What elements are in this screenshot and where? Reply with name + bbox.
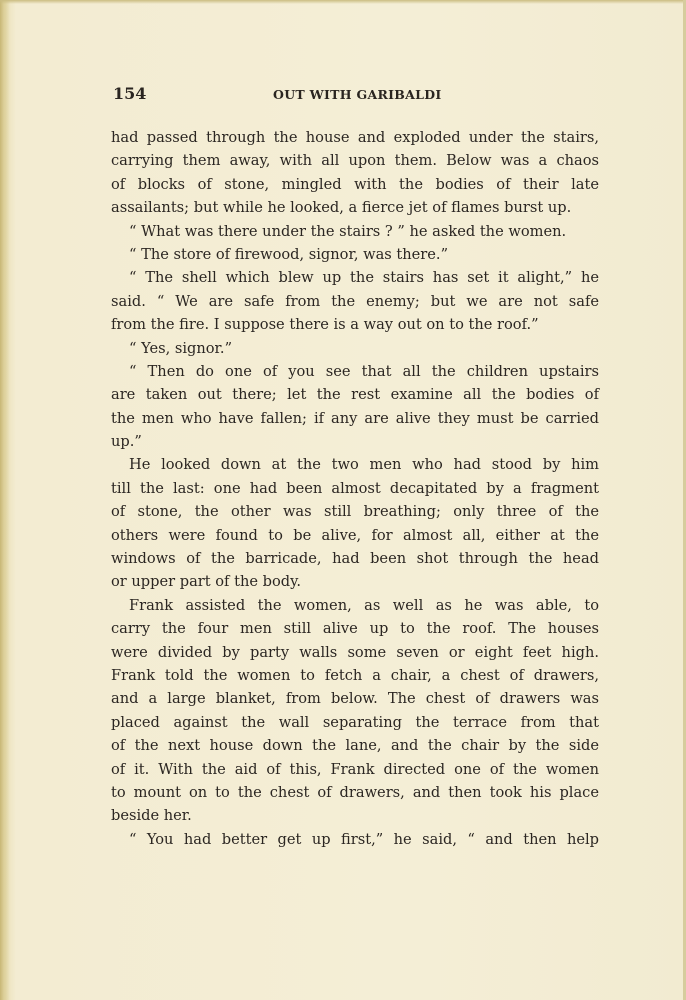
page-gutter-shadow (0, 0, 10, 1000)
page-top-edge (0, 0, 686, 4)
text-line: up.” (111, 433, 142, 451)
text-line: “ You had better get up first,” he said, “ and then help (129, 830, 599, 848)
text-line: said. “ We are safe from the enemy; but we are not safe (111, 292, 599, 310)
text-line: of it. With the aid of this, Frank directed one of the women (111, 760, 599, 778)
text-line: or upper part of the body. (111, 573, 302, 591)
text-line: are taken out there; let the rest examine all the bodies of (111, 386, 599, 404)
text-line: Frank told the women to fetch a chair, a chest of drawers, (111, 666, 599, 684)
running-title: OUT WITH GARIBALDI (273, 87, 442, 102)
text-line: “ The store of firewood, signor, was there.” (129, 245, 449, 263)
text-line: Frank assisted the women, as well as he was able, to (129, 596, 599, 614)
text-line: carry the four men still alive up to the roof. The houses (111, 620, 599, 638)
text-line: were divided by party walls some seven or eight feet high. (111, 643, 599, 661)
text-line: till the last: one had been almost decapitated by a fragment (111, 479, 599, 497)
text-line: of stone, the other was still breathing; only three of the (111, 503, 599, 521)
text-line: assailants; but while he looked, a fierce jet of flames burst up. (111, 199, 572, 217)
text-line: beside her. (111, 807, 192, 825)
text-line: “ The shell which blew up the stairs has set it alight,” he (129, 269, 599, 287)
text-line: “ Yes, signor.” (129, 339, 233, 357)
text-line: carrying them away, with all upon them. Below was a chaos (111, 152, 599, 170)
text-line: had passed through the house and exploded under the stairs, (111, 129, 599, 146)
text-line: of blocks of stone, mingled with the bodies of their late (111, 175, 599, 193)
text-line: and a large blanket, from below. The chest of drawers was (111, 690, 599, 708)
text-line: He looked down at the two men who had stood by him (129, 456, 599, 474)
text-line: “ Then do one of you see that all the children upstairs (129, 362, 599, 380)
text-line: “ What was there under the stairs ? ” he asked the women. (129, 222, 567, 240)
text-line: from the fire. I suppose there is a way out on to the roof.” (111, 316, 539, 334)
body-text (111, 126, 599, 851)
text-line: others were found to be alive, for almost all, either at the (111, 526, 599, 544)
running-header (113, 84, 599, 108)
text-line: to mount on to the chest of drawers, and then took his place (111, 783, 599, 801)
text-line: of the next house down the lane, and the chair by the side (111, 737, 599, 755)
page-number: 154 (113, 84, 147, 103)
text-line: windows of the barricade, had been shot through the head (111, 550, 599, 568)
text-line: the men who have fallen; if any are alive they must be carried (111, 409, 599, 427)
text-line: placed against the wall separating the terrace from that (111, 713, 599, 731)
